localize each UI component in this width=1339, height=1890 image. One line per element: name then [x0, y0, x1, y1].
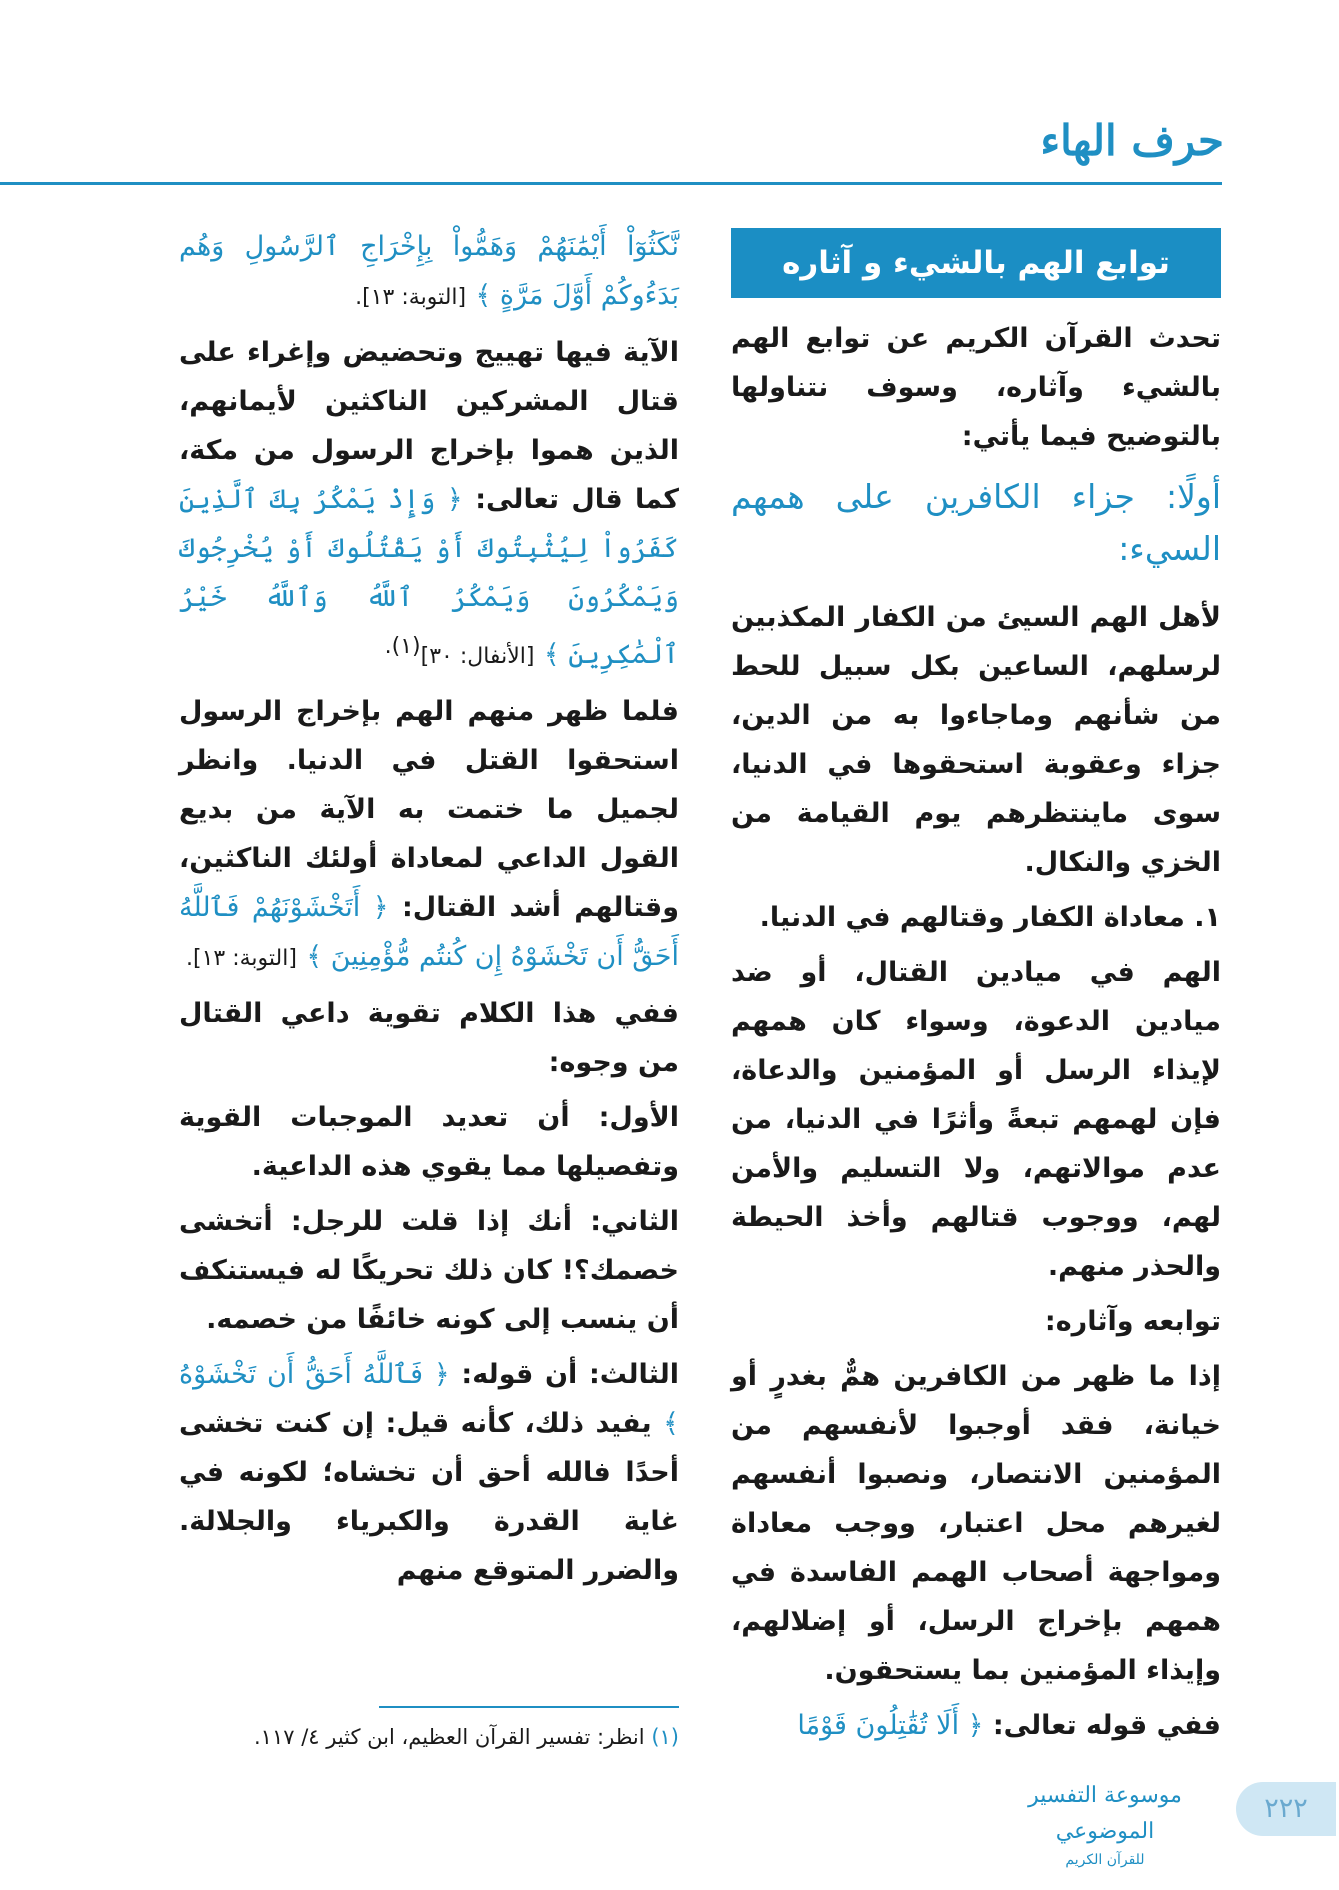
- paragraph-deserved-fighting: [179, 687, 679, 983]
- footnote-rule: [379, 1706, 679, 1708]
- aspect-first: [179, 1093, 679, 1191]
- section-title-box: [731, 228, 1221, 298]
- aspect-second: [179, 1197, 679, 1344]
- paragraph-consequences: إذا ما ظهر من الكافرين همٌّ بغدرٍ أو خيانة، فقد أوجبوا لأنفسهم من المؤمنين الانتصار، ونصبوا أنفسهم لغيرهم محل اعتبار، ووجب معاداة ومواجهة أصحاب الهمم الفاسدة في همهم بإخراج الرسل، أو إضلالهم، وإيذاء المؤمنين بما يستحقون.: [731, 1361, 1221, 1686]
- aspect-first-label: الأول:: [598, 1102, 679, 1133]
- incitement-text: الآية فيها تهييج وتحضيض وإغراء على قتال المشركين الناكثين لأيمانهم، الذين هموا بإخراج الرسول من مكة، كما قال تعالى:: [179, 337, 679, 515]
- verse-continuation: [179, 222, 679, 322]
- aspect-third-text: يفيد ذلك، كأنه قيل: إن كنت تخشى أحدًا فالله أحق أن تخشاه؛ لكونه في غاية القدرة والكبرياء والجلالة. والضرر المتوقع منهم: [179, 1408, 679, 1586]
- encyclopedia-logo: [989, 1778, 1221, 1868]
- first-heading: أولًا: جزاء الكافرين على همهم السيء:: [731, 477, 1221, 568]
- aspect-third: [179, 1350, 679, 1595]
- paragraph-incitement: [179, 328, 679, 681]
- sub-heading: توابعه وآثاره:: [1044, 1306, 1221, 1337]
- deserved-text: فلما ظهر منهم الهم بإخراج الرسول استحقوا القتل في الدنيا. وانظر لجميل ما ختمت به الآية من بديع القول الداعي لمعاداة أولئك الناكثين، وقتالهم أشد القتال:: [179, 696, 680, 923]
- header-rule: [0, 182, 1222, 185]
- footnote: [179, 1722, 679, 1752]
- verse-reference-anfal: [الأنفال: ٣٠]: [420, 644, 535, 669]
- section-title: توابع الهم بالشيء و آثاره: [782, 245, 1170, 281]
- footnote-marker: (١).: [384, 634, 421, 659]
- paragraph-hamm-battle: الهم في ميادين القتال، أو ضد ميادين الدعوة، وسواء كان همهم لإيذاء الرسل أو المؤمنين والدعاة، فإن لهمهم تبعةً وأثرًا في الدنيا، من عدم موالاتهم، ولا التسليم والأمن لهم، ووجوب قتالهم وأخذ الحيطة والحذر منهم.: [731, 957, 1221, 1282]
- list-item-1: ١. معاداة الكفار وقتالهم في الدنيا.: [759, 902, 1221, 933]
- paragraph-verse-lead: [731, 1701, 1221, 1750]
- quran-verse-continued: نَّكَثُوٓاْ أَيْمَٰنَهُمْ وَهَمُّواْ بِإِخْرَاجِ ٱلرَّسُولِ وَهُم بَدَءُوكُمْ أَوَّلَ مَرَّةٍ ﴾: [179, 231, 679, 311]
- paragraph-aspects: ففي هذا الكلام تقوية داعي القتال من وجوه:: [179, 998, 679, 1078]
- quran-verse-anfal: ﴿ وَإِذْ يَمْكُرُ بِكَ ٱلَّذِينَ كَفَرُواْ لِيُثْبِتُوكَ أَوْ يَقْتُلُوكَ أَوْ يُخْرِجُوكَ وَيَمْكُرُونَ وَيَمْكُرُ ٱللَّهُ وَٱللَّهُ خَيْرُ ٱلْمَٰكِرِينَ ﴾: [179, 484, 679, 670]
- left-column: [179, 222, 679, 1601]
- verse-reference-tawba: [التوبة: ١٣].: [185, 946, 297, 971]
- footnote-number: (١): [651, 1725, 679, 1749]
- aspect-third-lead: أن قوله:: [461, 1359, 578, 1390]
- quran-verse-allah-worthy: ﴿ فَٱللَّهُ أَحَقُّ أَن تَخْشَوْهُ ﴾: [179, 1359, 679, 1439]
- aspect-third-label: الثالث:: [588, 1359, 680, 1390]
- aspect-first-text: أن تعديد الموجبات القوية وتفصيلها مما يقوي هذه الداعية.: [179, 1102, 679, 1182]
- paragraph-punishment: لأهل الهم السيئ من الكفار المكذبين لرسلهم، الساعين بكل سبيل للحط من شأنهم وماجاءوا به من الدين، جزاء وعقوبة استحقوها في الدنيا، سوى ماينتظرهم يوم القيامة من الخزي والنكال.: [731, 602, 1221, 878]
- quran-verse-fear: ﴿ أَتَخْشَوْنَهُمْ فَٱللَّهُ أَحَقُّ أَن تَخْشَوْهُ إِن كُنتُم مُّؤْمِنِينَ ﴾: [179, 892, 679, 972]
- footnote-text: انظر: تفسير القرآن العظيم، ابن كثير ٤/ ١١٧.: [253, 1725, 645, 1749]
- right-column: [731, 228, 1221, 1756]
- verse-lead-text: ففي قوله تعالى:: [992, 1710, 1221, 1741]
- verse-reference: [التوبة: ١٣].: [355, 285, 467, 310]
- page-number: ٢٢٢: [1236, 1782, 1336, 1836]
- brand-main: موسوعة التفسير الموضوعي: [1028, 1783, 1182, 1844]
- aspect-second-label: الثاني:: [590, 1206, 679, 1237]
- intro-paragraph: تحدث القرآن الكريم عن توابع الهم بالشيء وآثاره، وسوف نتناولها بالتوضيح فيما يأتي:: [731, 323, 1221, 452]
- chapter-title: حرف الهاء: [1040, 116, 1224, 165]
- brand-sub: للقرآن الكريم: [1065, 1852, 1145, 1868]
- aspect-second-text: أنك إذا قلت للرجل: أتخشى خصمك؟! كان ذلك تحريكًا له فيستنكف أن ينسب إلى كونه خائفًا من خصمه.: [179, 1206, 679, 1335]
- quran-verse-start: ﴿ أَلَا تُقَٰتِلُونَ قَوْمًا: [797, 1710, 984, 1741]
